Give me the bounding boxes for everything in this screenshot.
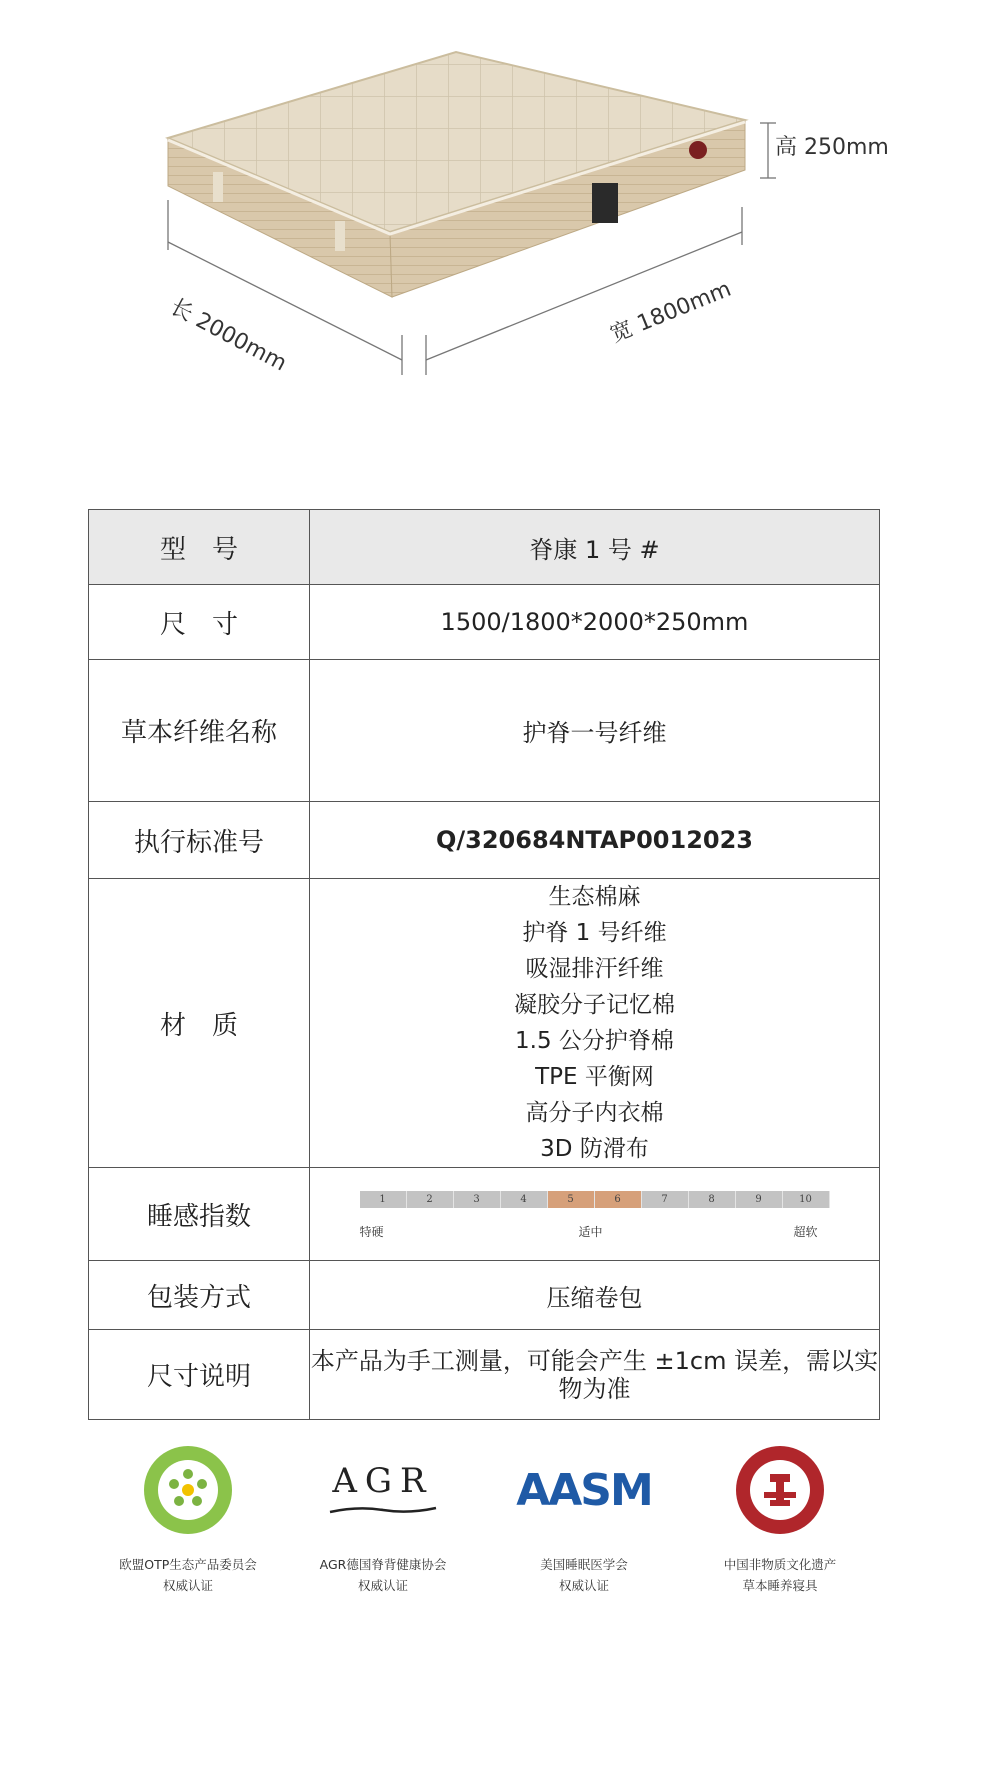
table-row bbox=[89, 879, 880, 1168]
otp-eco-label-logo bbox=[88, 1440, 288, 1540]
cert-aasm bbox=[484, 1440, 684, 1596]
agr-logo: AGR bbox=[283, 1440, 483, 1540]
firmness-soft-label: 超软 bbox=[793, 1225, 818, 1239]
mattress-image bbox=[0, 0, 1000, 420]
material-list bbox=[310, 879, 880, 1168]
material-item: 吸湿排汗纤维 bbox=[525, 956, 664, 982]
length-dimension-label: 长 2000mm bbox=[165, 294, 291, 377]
firmness-hard-label: 特硬 bbox=[359, 1225, 384, 1239]
certifications bbox=[88, 1440, 880, 1600]
packaging-label: 包装方式 bbox=[89, 1261, 310, 1330]
firmness-scale-segment: 8 bbox=[689, 1191, 736, 1208]
table-row bbox=[89, 1330, 880, 1420]
table-row bbox=[89, 802, 880, 879]
cert-intangible-heritage bbox=[680, 1440, 880, 1596]
firmness-scale bbox=[360, 1179, 830, 1249]
cert-caption: 欧盟OTP生态产品委员会 权威认证 bbox=[119, 1557, 257, 1593]
firmness-scale-segment: 5 bbox=[548, 1191, 595, 1208]
mattress-illustration bbox=[0, 0, 1000, 420]
cert-caption: 美国睡眠医学会 权威认证 bbox=[540, 1557, 628, 1593]
firmness-scale-segment: 6 bbox=[595, 1191, 642, 1208]
size-value: 1500/1800*2000*250mm bbox=[310, 585, 880, 660]
firmness-scale-segment: 7 bbox=[642, 1191, 689, 1208]
intangible-heritage-logo bbox=[680, 1440, 880, 1540]
spec-table bbox=[88, 509, 880, 1420]
size-note-label: 尺寸说明 bbox=[89, 1330, 310, 1420]
firmness-scale-segment: 3 bbox=[454, 1191, 501, 1208]
material-item: 1.5 公分护脊棉 bbox=[515, 1028, 674, 1054]
model-label: 型 号 bbox=[89, 510, 310, 585]
material-item: TPE 平衡网 bbox=[535, 1064, 654, 1090]
standard-number-value: Q/320684NTAP0012023 bbox=[310, 802, 880, 879]
firmness-scale-bar bbox=[360, 1191, 830, 1208]
firmness-scale-segment: 4 bbox=[501, 1191, 548, 1208]
table-row bbox=[89, 1168, 880, 1261]
fiber-name-label: 草本纤维名称 bbox=[89, 660, 310, 802]
material-item: 3D 防滑布 bbox=[540, 1136, 649, 1162]
width-dimension-label: 宽 1800mm bbox=[606, 276, 735, 348]
material-item: 护脊 1 号纤维 bbox=[522, 920, 667, 946]
table-row bbox=[89, 660, 880, 802]
material-item: 凝胶分子记忆棉 bbox=[514, 992, 675, 1018]
packaging-value: 压缩卷包 bbox=[310, 1261, 880, 1330]
model-value: 脊康 1 号 # bbox=[310, 510, 880, 585]
cert-agr bbox=[283, 1440, 483, 1596]
material-item: 高分子内衣棉 bbox=[525, 1100, 664, 1126]
cert-caption: 中国非物质文化遗产 草本睡养寝具 bbox=[723, 1557, 837, 1593]
table-row bbox=[89, 1261, 880, 1330]
cert-caption: AGR德国脊背健康协会 权威认证 bbox=[319, 1557, 447, 1593]
size-note-value: 本产品为手工测量，可能会产生 ±1cm 误差，需以实物为准 bbox=[310, 1330, 880, 1420]
cert-otp bbox=[88, 1440, 288, 1596]
height-dimension-label: 高 250mm bbox=[775, 135, 889, 160]
size-label: 尺 寸 bbox=[89, 585, 310, 660]
firmness-scale-segment: 9 bbox=[736, 1191, 783, 1208]
table-row bbox=[89, 510, 880, 585]
material-item: 生态棉麻 bbox=[548, 884, 641, 910]
firmness-scale-segment: 2 bbox=[407, 1191, 454, 1208]
sleep-index-label: 睡感指数 bbox=[89, 1168, 310, 1261]
fiber-name-value: 护脊一号纤维 bbox=[310, 660, 880, 802]
material-label: 材 质 bbox=[89, 879, 310, 1168]
aasm-logo: AASM bbox=[516, 1464, 652, 1516]
standard-number-label: 执行标准号 bbox=[89, 802, 310, 879]
firmness-scale-segment: 1 bbox=[360, 1191, 407, 1208]
firmness-scale-segment: 10 bbox=[783, 1191, 830, 1208]
firmness-medium-label: 适中 bbox=[578, 1225, 603, 1239]
table-row bbox=[89, 585, 880, 660]
sleep-index-cell bbox=[310, 1168, 880, 1261]
